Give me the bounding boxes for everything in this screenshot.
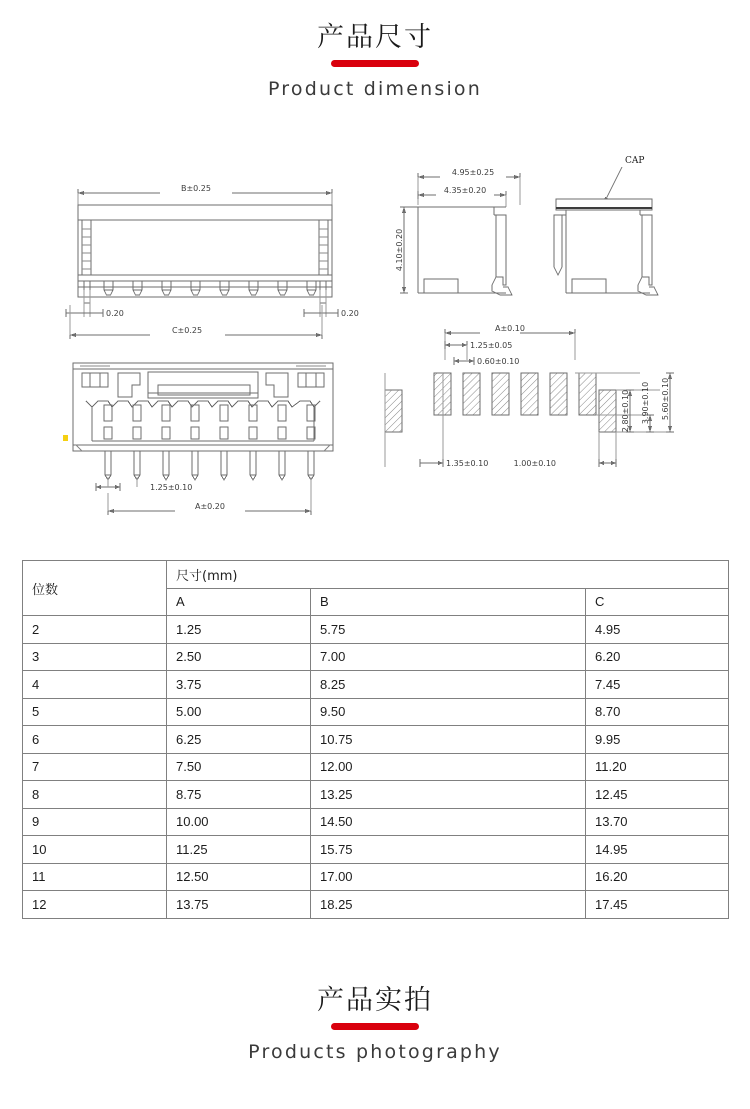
front-view-drawing [66,184,359,339]
cell-c: 14.95 [586,836,729,864]
cell-a: 5.00 [167,698,311,726]
cell-pos: 8 [23,781,167,809]
table-row [23,726,729,754]
section-title-en: Products photography [248,1041,502,1064]
cell-pos: 6 [23,726,167,754]
cell-c: 11.20 [586,753,729,781]
dim-390-label: 3.90±0.10 [641,381,650,425]
dimension-table [22,560,729,919]
pcb-peg-pad-right [599,390,616,432]
cell-pos: 9 [23,808,167,836]
dim-b-label: B±0.25 [180,184,212,193]
section-title-cn: 产品尺寸 [317,22,433,53]
cell-b: 9.50 [311,698,586,726]
top-view-drawing [73,363,333,515]
table-row [23,808,729,836]
table-row [23,836,729,864]
pcb-peg-pad-left [385,390,402,432]
cell-b: 17.00 [311,863,586,891]
cell-pos: 11 [23,863,167,891]
cell-a: 7.50 [167,753,311,781]
cell-c: 16.20 [586,863,729,891]
side-view-drawing [395,168,520,295]
pcb-layout-drawing [385,324,674,468]
cell-c: 6.20 [586,643,729,671]
cell-a: 10.00 [167,808,311,836]
dim-pitch-125-label: 1.25±0.10 [150,483,193,492]
cell-pos: 10 [23,836,167,864]
dim-right-020-label: 0.20 [341,309,359,318]
section-title-en: Product dimension [267,78,482,101]
cell-a: 8.75 [167,781,311,809]
cell-c: 4.95 [586,616,729,644]
cell-c: 17.45 [586,891,729,919]
accent-rule [331,60,419,67]
cell-b: 13.25 [311,781,586,809]
cell-b: 5.75 [311,616,586,644]
cell-c: 9.95 [586,726,729,754]
top-view-tails [105,451,314,480]
front-view-pins [104,281,316,295]
dim-a010-label: A±0.10 [495,324,525,333]
cell-pos: 4 [23,671,167,699]
top-view-contacts [104,405,315,439]
dim-435-label: 4.35±0.20 [443,186,487,195]
dim-pitch-125-05-label: 1.25±0.05 [470,341,513,350]
table-row [23,616,729,644]
dim-280-label: 2.80±0.10 [621,389,630,433]
header-positions: 位数 [23,561,167,616]
cell-b: 7.00 [311,643,586,671]
cell-b: 18.25 [311,891,586,919]
table-row [23,863,729,891]
table-row [23,891,729,919]
dim-410-label: 4.10±0.20 [395,228,404,272]
cell-a: 12.50 [167,863,311,891]
pcb-pads [434,373,596,415]
cap-view-drawing [554,156,658,295]
table-row [23,781,729,809]
cell-b: 12.00 [311,753,586,781]
cell-b: 8.25 [311,671,586,699]
cell-a: 6.25 [167,726,311,754]
cap-label: CAP [625,156,645,166]
table-row [23,671,729,699]
dim-560-label: 5.60±0.10 [661,377,670,421]
cell-pos: 7 [23,753,167,781]
cell-a: 1.25 [167,616,311,644]
cell-c: 13.70 [586,808,729,836]
dim-c-label: C±0.25 [171,326,203,335]
product-dimension-header [0,22,750,100]
cell-c: 8.70 [586,698,729,726]
yellow-marker [63,435,68,441]
section-title-cn: 产品实拍 [317,985,433,1016]
header-dimensions: 尺寸(mm) [167,561,729,589]
dim-100-label: 1.00±0.10 [513,459,556,468]
header-col-b: B [311,588,586,616]
dim-left-020-label: 0.20 [106,309,124,318]
dim-pad-060-label: 0.60±0.10 [477,357,520,366]
cell-a: 2.50 [167,643,311,671]
technical-drawings [0,145,750,545]
table-row [23,643,729,671]
cell-pos: 2 [23,616,167,644]
cell-b: 15.75 [311,836,586,864]
table-header-row-1 [23,561,729,589]
cell-pos: 12 [23,891,167,919]
drawings-svg [0,145,750,545]
cell-a: 3.75 [167,671,311,699]
dim-overall-a020-label: A±0.20 [195,502,225,511]
header-col-a: A [167,588,311,616]
cell-a: 13.75 [167,891,311,919]
cell-a: 11.25 [167,836,311,864]
header-col-c: C [586,588,729,616]
dimension-table-body [23,616,729,919]
cell-b: 10.75 [311,726,586,754]
dimension-table-container [22,560,728,919]
cell-c: 7.45 [586,671,729,699]
dim-495-label: 4.95±0.25 [451,168,495,177]
cell-pos: 5 [23,698,167,726]
dim-135-label: 1.35±0.10 [446,459,489,468]
cell-pos: 3 [23,643,167,671]
cell-b: 14.50 [311,808,586,836]
table-row [23,698,729,726]
cell-c: 12.45 [586,781,729,809]
table-row [23,753,729,781]
accent-rule [331,1023,419,1030]
products-photography-header [0,985,750,1063]
